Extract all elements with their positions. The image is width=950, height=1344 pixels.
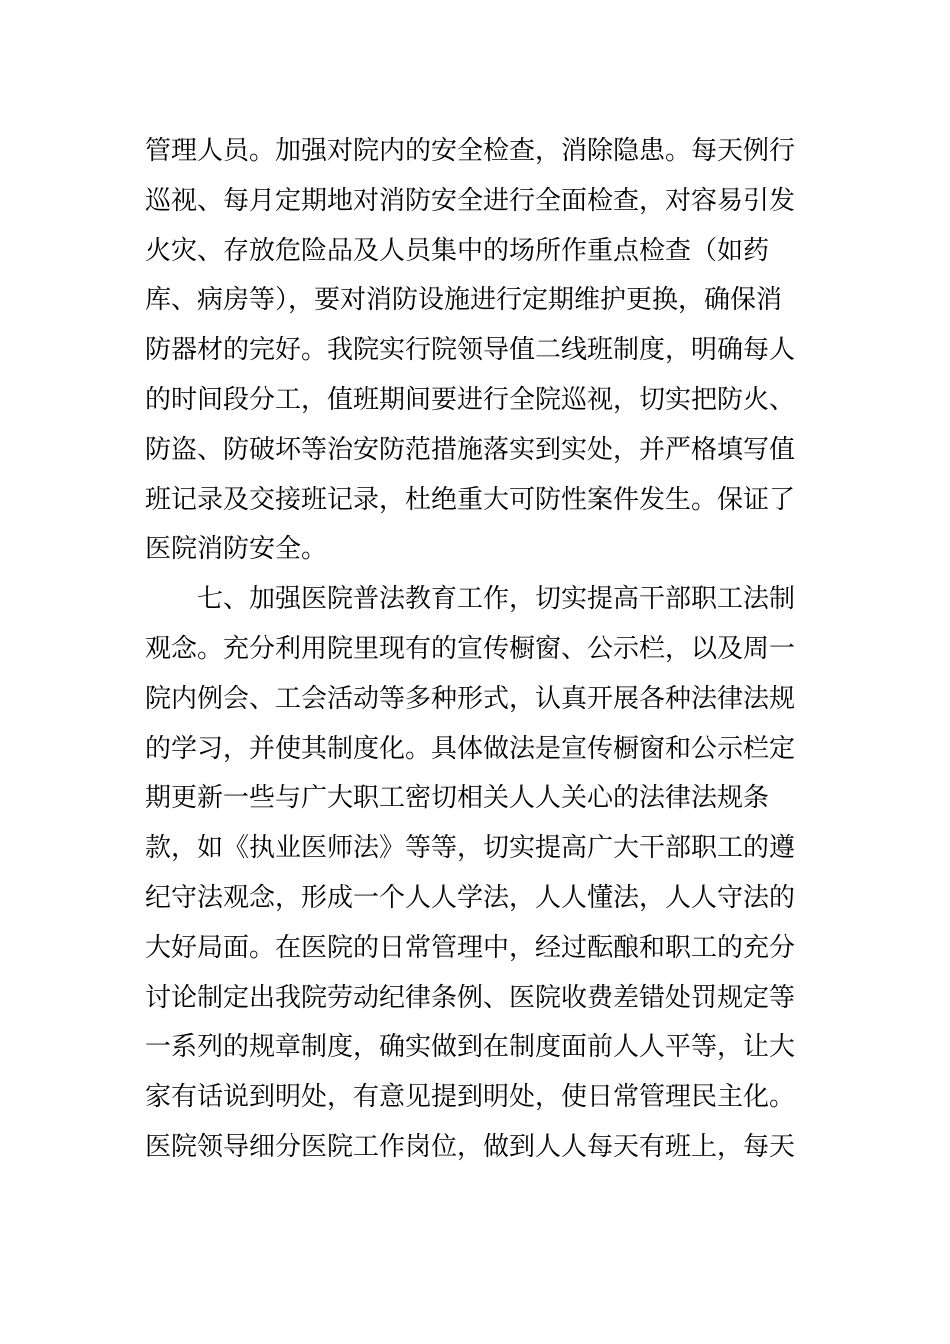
text-line: 家有话说到明处，有意见提到明处，使日常管理民主化。: [145, 1082, 796, 1113]
text-line: 纪守法观念，形成一个人人学法，人人懂法，人人守法的: [145, 882, 796, 913]
text-line: 管理人员。加强对院内的安全检查，消除隐患。每天例行: [145, 136, 796, 166]
text-line: 班记录及交接班记录，杜绝重大可防性案件发生。保证了: [145, 484, 796, 515]
text-line: 期更新一些与广大职工密切相关人人关心的法律法规条: [145, 783, 770, 814]
text-line: 防器材的完好。我院实行院领导值二线班制度，明确每人: [145, 335, 796, 366]
text-line: 大好局面。在医院的日常管理中，经过酝酿和职工的充分: [145, 932, 796, 963]
text-line: 医院领导细分医院工作岗位，做到人人每天有班上，每天: [145, 1131, 796, 1162]
text-line: 的时间段分工，值班期间要进行全院巡视，切实把防火、: [145, 384, 796, 415]
text-line: 医院消防安全。: [145, 534, 328, 565]
text-line: 观念。充分利用院里现有的宣传橱窗、公示栏，以及周一: [145, 633, 796, 664]
text-line: 一系列的规章制度，确实做到在制度面前人人平等，让大: [145, 1032, 796, 1063]
text-line: 讨论制定出我院劳动纪律条例、医院收费差错处罚规定等: [145, 982, 796, 1013]
text-line: 院内例会、工会活动等多种形式，认真开展各种法律法规: [145, 683, 796, 714]
text-line: 款，如《执业医师法》等等，切实提高广大干部职工的遵: [145, 833, 796, 864]
text-line: 七、加强医院普法教育工作，切实提高干部职工法制: [145, 584, 796, 615]
body-text: [145, 127, 795, 1173]
text-line: 的学习，并使其制度化。具体做法是宣传橱窗和公示栏定: [145, 733, 796, 764]
text-line: 库、病房等），要对消防设施进行定期维护更换，确保消: [145, 285, 783, 316]
text-line: 火灾、存放危险品及人员集中的场所作重点检查（如药: [145, 235, 770, 266]
text-line: 巡视、每月定期地对消防安全进行全面检查，对容易引发: [145, 185, 796, 216]
text-line: 防盗、防破坏等治安防范措施落实到实处，并严格填写值: [145, 434, 796, 465]
